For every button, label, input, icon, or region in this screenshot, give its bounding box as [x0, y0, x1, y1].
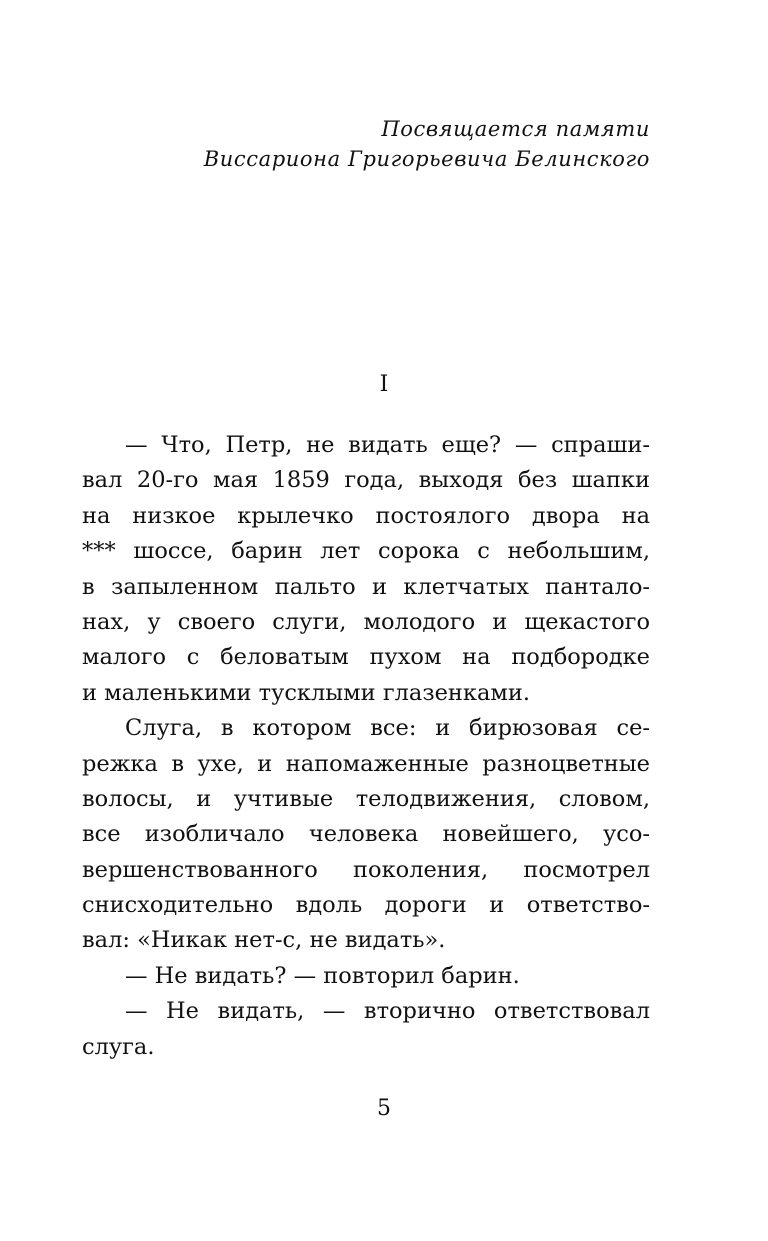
- chapter-number: I: [379, 372, 389, 397]
- page-number: 5: [377, 1096, 391, 1121]
- epigraph-line-2: Виссариона Григорьевича Белинского: [203, 147, 650, 171]
- text-line: в запыленном пальто и клетчатых пантало-: [82, 573, 650, 600]
- text-line: волосы, и учтивые телодвижения, словом,: [82, 785, 650, 812]
- text-line: Слуга, в котором все: и бирюзовая се-: [125, 715, 650, 742]
- text-line: вершенствованного поколения, посмотрел: [82, 856, 650, 883]
- text-line: малого с беловатым пухом на подбородке: [82, 644, 650, 671]
- epigraph: [204, 114, 650, 174]
- text-line: и маленькими тусклыми глазенками.: [82, 679, 531, 706]
- text-line: режка в ухе, и напомаженные разноцветные: [82, 750, 650, 777]
- text-line: на низкое крылечко постоялого двора на: [82, 502, 650, 529]
- text-line: вал: «Никак нет-с, не видать».: [82, 927, 446, 954]
- text-line: снисходительно вдоль дороги и ответство-: [82, 892, 650, 919]
- text-line: — Что, Петр, не видать еще? — спраши-: [125, 432, 650, 458]
- text-line: — Не видать? — повторил барин.: [125, 962, 520, 989]
- epigraph-line-1: Посвящается памяти: [381, 117, 650, 141]
- text-line: все изобличало человека новейшего, усо-: [82, 821, 650, 848]
- text-line: вал 20-го мая 1859 года, выходя без шапки: [82, 467, 650, 494]
- body-text: [82, 428, 650, 1065]
- text-line: слуга.: [82, 1033, 155, 1060]
- text-line: нах, у своего слуги, молодого и щекастого: [82, 608, 650, 635]
- text-line: *** шоссе, барин лет сорока с небольшим,: [82, 538, 650, 565]
- text-line: — Не видать, — вторично ответствовал: [125, 998, 650, 1025]
